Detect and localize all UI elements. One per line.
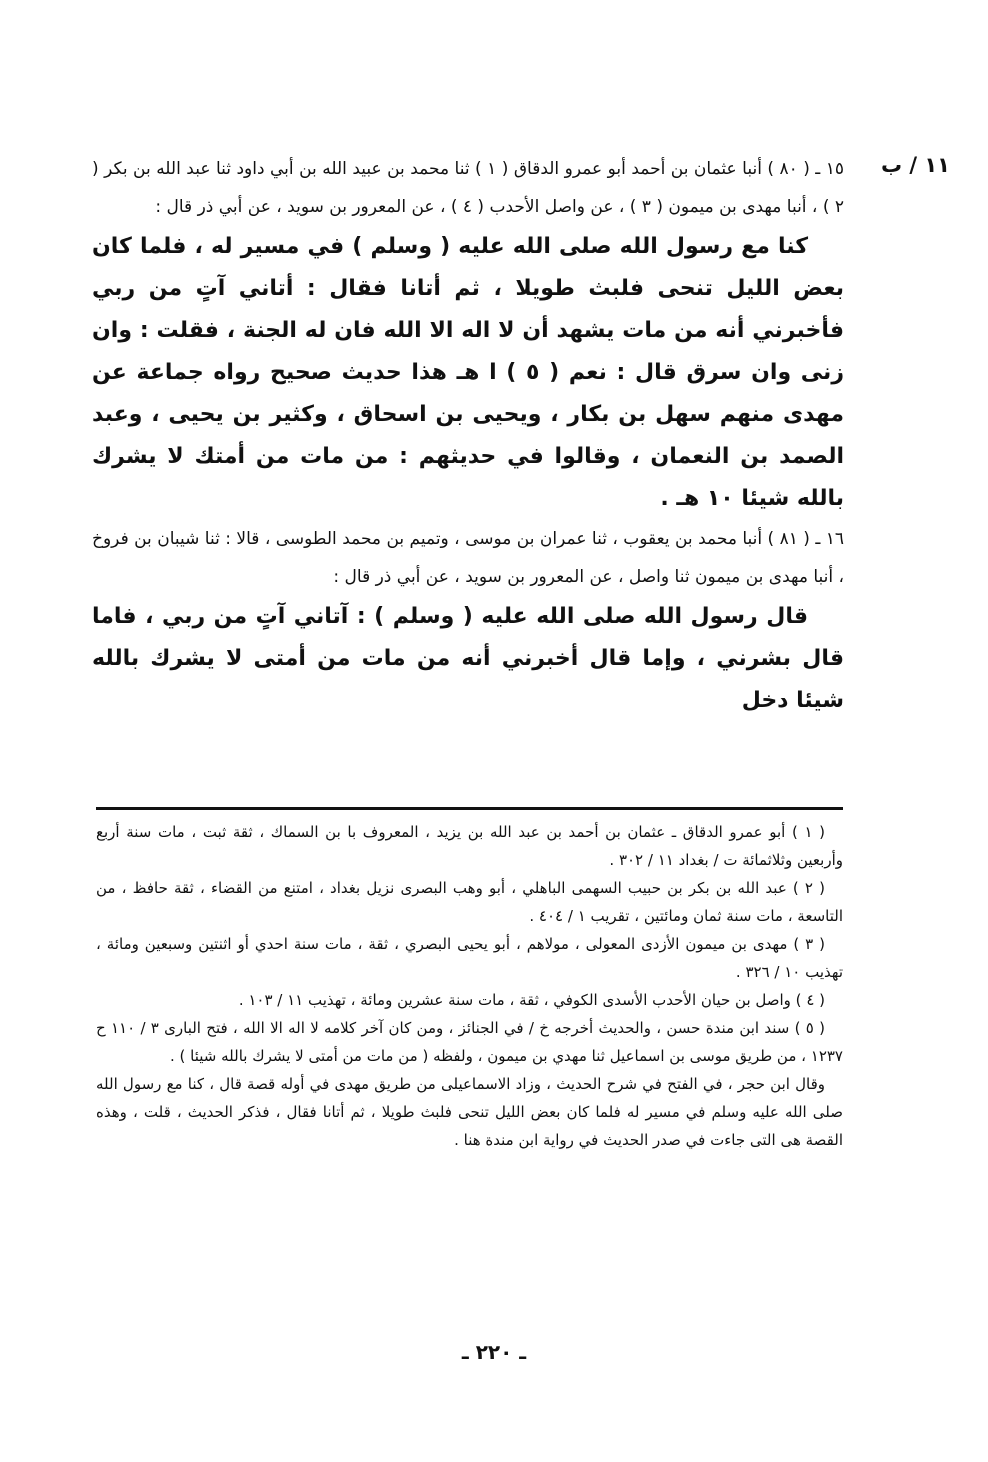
hadith-15-matn: كنا مع رسول الله صلى الله عليه ( وسلم ) في مسير له ، فلما كان بعض الليل تنحى فلبث طويلا ، ثم أتانا فقال : أتاني آتٍ من ربي فأخبرني أنه من مات يشهد أن لا اله الا الله فان له الجنة ، فقلت : وان زنى وان سرق قال : نعم ( ٥ ) ا هـ هذا حديث صحيح رواه جماعة عن مهدى منهم سهل بن بكار ، ويحيى بن اسحاق ، وكثير بن يحيى ، وعبد الصمد بن النعمان ، وقالوا في حديثهم : من مات من أمتك لا يشرك بالله شيئا ١٠ هـ . [92, 234, 844, 511]
manuscript-folio-marker: ١١ / ب [880, 153, 950, 177]
footnote-divider [96, 807, 843, 810]
footnote-3: ( ٣ ) مهدى بن ميمون الأزدى المعولى ، مولاهم ، أبو يحيى البصري ، ثقة ، مات سنة احدي أو اثنتين وسبعين ومائة ، تهذيب ١٠ / ٣٢٦ . [96, 935, 843, 981]
hadith-16-matn: قال رسول الله صلى الله عليه ( وسلم ) : آتاني آتٍ من ربي ، فاما قال بشرني ، وإما قال أخبرني أنه من مات من أمتى لا يشرك بالله شيئا دخل [92, 604, 844, 713]
footnote-2: ( ٢ ) عبد الله بن بكر بن حبيب السهمى الباهلي ، أبو وهب البصرى نزيل بغداد ، امتنع من القضاء ، ثقة حافظ ، من التاسعة ، مات سنة ثمان ومائتين ، تقريب ١ / ٤٠٤ . [96, 879, 843, 925]
footnote-1: ( ١ ) أبو عمرو الدقاق ـ عثمان بن أحمد بن عبد الله بن يزيد ، المعروف با بن السماك ، ثقة ثبت ، مات سنة أربع وأربعين وثلاثمائة ت / بغداد ١١ / ٣٠٢ . [96, 823, 843, 869]
main-text [92, 150, 844, 722]
hadith-15-isnad: ١٥ ـ ( ٨٠ ) أنبا عثمان بن أحمد أبو عمرو الدقاق ( ١ ) ثنا محمد بن عبيد الله بن أبي داود ثنا عبد الله بن بكر ( ٢ ) ، أنبا مهدى بن ميمون ( ٣ ) ، عن واصل الأحدب ( ٤ ) ، عن المعرور بن سويد ، عن أبي ذر قال : [92, 159, 845, 217]
page-number: ـ ٢٢٠ ـ [461, 1340, 527, 1364]
footnotes [96, 818, 843, 1154]
hadith-16-isnad: ١٦ ـ ( ٨١ ) أنبا محمد بن يعقوب ، ثنا عمران بن موسى ، وتميم بن محمد الطوسى ، قالا : ثنا شيبان بن فروخ ، أنبا مهدى بن ميمون ثنا واصل ، عن المعرور بن سويد ، عن أبي ذر قال : [92, 529, 845, 587]
footnote-commentary: وقال ابن حجر ، في الفتح في شرح الحديث ، وزاد الاسماعيلى من طريق مهدى في أوله قصة قال ، كنا مع رسول الله صلى الله عليه وسلم في مسير له فلما كان بعض الليل تنحى فلبث طويلا ، ثم أتانا فقال ، فذكر الحديث ، قلت ، وهذه القصة هى التى جاءت في صدر الحديث في رواية ابن مندة هنا . [96, 1075, 843, 1149]
footnote-5: ( ٥ ) سند ابن مندة حسن ، والحديث أخرجه خ / في الجنائز ، ومن كان آخر كلامه لا اله الا الله ، فتح البارى ٣ / ١١٠ ح ١٢٣٧ ، من طريق موسى بن اسماعيل ثنا مهدي بن ميمون ، ولفظه ( من مات من أمتى لا يشرك بالله شيئا ) . [96, 1019, 843, 1065]
footnote-4: ( ٤ ) واصل بن حيان الأحدب الأسدى الكوفي ، ثقة ، مات سنة عشرين ومائة ، تهذيب ١١ / ١٠٣ . [238, 991, 825, 1009]
